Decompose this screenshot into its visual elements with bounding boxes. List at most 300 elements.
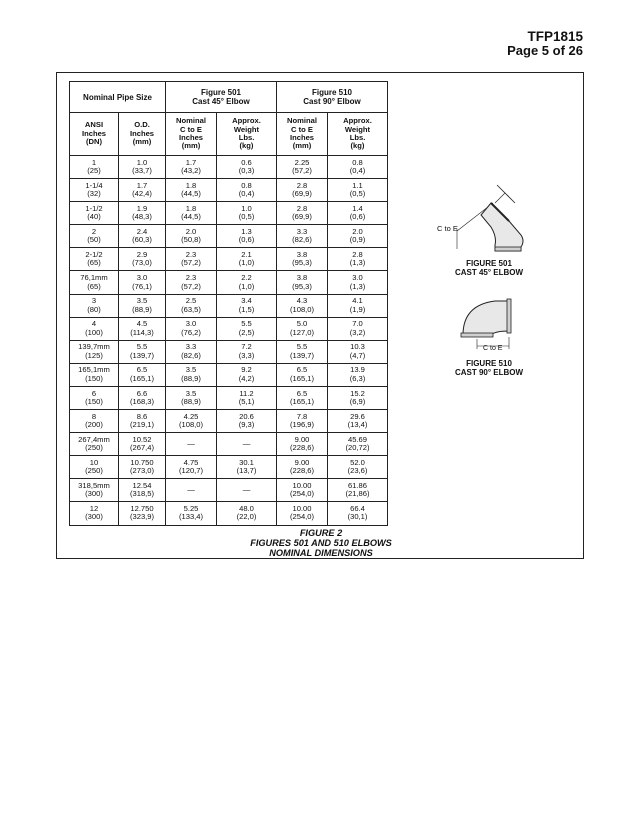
cell-value: 2.2 bbox=[241, 273, 252, 283]
table-row bbox=[70, 456, 388, 479]
cell-value: 15.2 bbox=[350, 388, 365, 398]
cell-metric-value: (95,3) bbox=[292, 258, 312, 268]
cell-metric-value: (125) bbox=[85, 350, 103, 360]
cell-value: 2.0 bbox=[352, 226, 363, 236]
cell-value: 6.5 bbox=[296, 388, 308, 398]
figure-501-caption bbox=[429, 259, 549, 277]
table-cell bbox=[277, 179, 328, 202]
table-row bbox=[70, 156, 388, 179]
column-header-line: Inches bbox=[81, 128, 107, 138]
cell-metric-value: (0,9) bbox=[349, 235, 366, 245]
cell-metric-value: (25) bbox=[87, 166, 101, 176]
column-header-line: Inches bbox=[289, 133, 315, 142]
table-cell bbox=[119, 248, 166, 271]
cell-metric-value: (40) bbox=[87, 212, 101, 222]
cell-value: 10.00 bbox=[292, 504, 312, 514]
cell-value: 3.5 bbox=[136, 296, 148, 306]
table-cell bbox=[70, 202, 119, 225]
table-cell bbox=[217, 271, 277, 294]
table-cell bbox=[70, 410, 119, 433]
cell-value: 267,4mm bbox=[78, 434, 110, 444]
cell-metric-value: (3,3) bbox=[238, 350, 255, 360]
table-cell bbox=[70, 340, 119, 363]
table-cell bbox=[217, 479, 277, 502]
table-cell bbox=[328, 271, 388, 294]
cell-metric-value: (22,0) bbox=[236, 512, 257, 522]
table-cell bbox=[328, 248, 388, 271]
table-cell bbox=[217, 156, 277, 179]
column-header-line: Inches bbox=[129, 128, 155, 138]
cell-value: — bbox=[242, 485, 251, 495]
cell-metric-value: (69,9) bbox=[292, 189, 312, 199]
cell-metric-value: (43,2) bbox=[181, 166, 201, 176]
cell-value: 3 bbox=[91, 296, 97, 306]
table-cell bbox=[166, 410, 217, 433]
table-cell bbox=[328, 317, 388, 340]
cell-value: 45.69 bbox=[347, 434, 367, 444]
table-cell bbox=[70, 271, 119, 294]
cell-metric-value: (50,8) bbox=[181, 235, 201, 245]
figure-caption-line: FIGURE 2 bbox=[299, 528, 343, 538]
cell-metric-value: (57,2) bbox=[181, 258, 201, 268]
cell-metric-value: (60,3) bbox=[132, 235, 152, 245]
column-header-line: C to E bbox=[291, 124, 313, 134]
page-header bbox=[507, 30, 583, 58]
cell-value: 1.7 bbox=[185, 157, 197, 167]
table-cell bbox=[119, 433, 166, 456]
table-cell bbox=[277, 271, 328, 294]
cell-value: 3.0 bbox=[185, 319, 197, 329]
table-cell bbox=[217, 410, 277, 433]
table-cell bbox=[119, 386, 166, 409]
table-row bbox=[70, 248, 388, 271]
cell-metric-value: (1,3) bbox=[349, 258, 366, 268]
table-row bbox=[70, 271, 388, 294]
cell-metric-value: (254,0) bbox=[289, 512, 315, 522]
cell-value: 318,5mm bbox=[78, 480, 110, 490]
cell-metric-value: (42,4) bbox=[132, 189, 152, 199]
column-header-line: Weight bbox=[344, 124, 371, 134]
column-header-line: C to E bbox=[180, 124, 202, 134]
cell-value: 1.4 bbox=[352, 203, 363, 213]
cell-metric-value: (82,6) bbox=[292, 235, 312, 245]
table-cell bbox=[119, 410, 166, 433]
cell-metric-value: (219,1) bbox=[129, 420, 155, 430]
cell-value: 7.8 bbox=[296, 411, 308, 421]
table-cell bbox=[217, 363, 277, 386]
table-cell bbox=[70, 179, 119, 202]
cell-metric-value: (57,2) bbox=[292, 166, 312, 176]
cell-metric-value: (76,2) bbox=[181, 327, 201, 337]
cell-metric-value: (250) bbox=[85, 466, 103, 476]
cell-value: 6 bbox=[91, 388, 97, 398]
table-cell bbox=[119, 202, 166, 225]
cell-value: 10.750 bbox=[130, 457, 154, 467]
cell-value: 4 bbox=[91, 319, 97, 329]
cell-metric-value: (150) bbox=[85, 373, 103, 383]
cell-metric-value: (95,3) bbox=[292, 281, 312, 291]
cell-value: 2-1/2 bbox=[85, 250, 103, 260]
cell-value: 7.2 bbox=[241, 342, 252, 352]
cell-value: 139,7mm bbox=[78, 342, 110, 352]
cell-value: 5.5 bbox=[241, 319, 252, 329]
cell-value: 0.6 bbox=[241, 157, 252, 167]
table-cell bbox=[70, 363, 119, 386]
table-cell bbox=[119, 225, 166, 248]
table-cell bbox=[217, 502, 277, 525]
cell-metric-value: (250) bbox=[85, 443, 103, 453]
cell-metric-value: (133,4) bbox=[178, 512, 204, 522]
figure-caption-line: FIGURES 501 AND 510 ELBOWS bbox=[250, 538, 392, 548]
cell-value: 165,1mm bbox=[78, 365, 110, 375]
table-cell bbox=[166, 433, 217, 456]
table-row bbox=[70, 294, 388, 317]
table-cell bbox=[277, 386, 328, 409]
cell-value: 2.1 bbox=[241, 250, 252, 260]
cell-value: — bbox=[187, 438, 195, 448]
cell-metric-value: (108,0) bbox=[178, 420, 204, 430]
document-id: TFP1815 bbox=[527, 29, 583, 44]
figure-510-dim-label: C to E bbox=[483, 345, 503, 351]
cell-metric-value: (30,1) bbox=[347, 512, 368, 522]
table-cell bbox=[217, 248, 277, 271]
cell-metric-value: (120,7) bbox=[178, 466, 204, 476]
table-cell bbox=[70, 248, 119, 271]
cell-metric-value: (13,4) bbox=[347, 420, 368, 430]
figure-501-caption-line: CAST 45° ELBOW bbox=[454, 268, 524, 277]
cell-metric-value: (273,0) bbox=[129, 466, 155, 476]
cell-metric-value: (168,3) bbox=[129, 396, 155, 406]
column-header-line: Weight bbox=[233, 124, 260, 134]
cell-metric-value: (44,5) bbox=[181, 212, 201, 222]
table-row bbox=[70, 433, 388, 456]
cell-value: 1.7 bbox=[136, 180, 148, 190]
cell-value: 10.3 bbox=[350, 342, 365, 352]
cell-metric-value: (0,5) bbox=[349, 189, 366, 199]
cell-metric-value: (3,2) bbox=[349, 327, 366, 337]
cell-metric-value: (1,5) bbox=[238, 304, 255, 314]
figure-caption-line: NOMINAL DIMENSIONS bbox=[269, 548, 373, 558]
table-row bbox=[70, 340, 388, 363]
cell-metric-value: (0,6) bbox=[238, 235, 255, 245]
column-header-line: (mm) bbox=[292, 141, 312, 151]
cell-value: 4.25 bbox=[183, 411, 199, 421]
figure-510-header-line: Cast 90° Elbow bbox=[303, 97, 361, 106]
column-header-line: Inches bbox=[178, 133, 204, 142]
table-cell bbox=[166, 456, 217, 479]
cell-value: 12 bbox=[89, 504, 99, 514]
table-row bbox=[70, 317, 388, 340]
cell-metric-value: (267,4) bbox=[129, 443, 155, 453]
column-header bbox=[277, 113, 328, 156]
table-cell bbox=[119, 317, 166, 340]
cell-value: 2.4 bbox=[136, 226, 148, 236]
cell-value: 1.0 bbox=[241, 203, 252, 213]
cell-value: 9.00 bbox=[294, 457, 310, 467]
table-cell bbox=[328, 410, 388, 433]
cell-metric-value: (228,6) bbox=[289, 466, 315, 476]
cell-metric-value: (254,0) bbox=[289, 489, 315, 499]
cell-metric-value: (80) bbox=[87, 304, 101, 314]
table-cell bbox=[119, 456, 166, 479]
table-cell bbox=[328, 156, 388, 179]
cell-value: 48.0 bbox=[239, 504, 254, 514]
column-header bbox=[70, 113, 119, 156]
cell-value: 2 bbox=[91, 226, 97, 236]
table-cell bbox=[70, 502, 119, 525]
cell-metric-value: (69,9) bbox=[292, 212, 312, 222]
table-cell bbox=[166, 271, 217, 294]
cell-value: 12.54 bbox=[132, 480, 152, 490]
table-cell bbox=[70, 294, 119, 317]
table-cell bbox=[119, 294, 166, 317]
table-cell bbox=[277, 248, 328, 271]
column-header-line: Approx. bbox=[232, 116, 261, 126]
table-cell bbox=[70, 225, 119, 248]
figure-501-drawing bbox=[435, 181, 545, 261]
table-cell bbox=[277, 479, 328, 502]
table-cell bbox=[70, 433, 119, 456]
cell-value: 5.5 bbox=[136, 342, 148, 352]
cell-value: 0.8 bbox=[241, 180, 252, 190]
cell-value: 2.0 bbox=[185, 226, 197, 236]
cell-value: 2.3 bbox=[185, 273, 197, 283]
column-header-line: Lbs. bbox=[349, 133, 366, 142]
figure-501-caption-line: FIGURE 501 bbox=[466, 259, 512, 268]
cell-value: 2.8 bbox=[296, 180, 308, 190]
table-cell bbox=[277, 502, 328, 525]
cell-value: 1.0 bbox=[136, 157, 148, 167]
table-row bbox=[70, 179, 388, 202]
cell-value: 7.0 bbox=[352, 319, 363, 329]
table-cell bbox=[328, 363, 388, 386]
table-cell bbox=[328, 179, 388, 202]
cell-value: 4.5 bbox=[136, 319, 148, 329]
figure-501-header-line: Figure 501 bbox=[200, 88, 241, 97]
cell-metric-value: (73,0) bbox=[132, 258, 152, 268]
cell-metric-value: (9,3) bbox=[238, 420, 255, 430]
table-cell bbox=[217, 386, 277, 409]
cell-value: 3.0 bbox=[136, 273, 148, 283]
table-cell bbox=[328, 502, 388, 525]
figure-caption bbox=[57, 528, 585, 558]
cell-value: 3.8 bbox=[296, 250, 308, 260]
table-cell bbox=[166, 386, 217, 409]
table-cell bbox=[119, 340, 166, 363]
table-cell bbox=[217, 317, 277, 340]
cell-metric-value: (150) bbox=[85, 396, 103, 406]
table-cell bbox=[277, 225, 328, 248]
table-cell bbox=[166, 294, 217, 317]
table-cell bbox=[277, 156, 328, 179]
table-cell bbox=[277, 317, 328, 340]
table-cell bbox=[277, 340, 328, 363]
cell-value: 2.8 bbox=[352, 250, 363, 260]
cell-metric-value: (165,1) bbox=[129, 373, 155, 383]
cell-metric-value: (88,9) bbox=[181, 373, 201, 383]
column-header-line: (DN) bbox=[85, 137, 103, 147]
cell-metric-value: (196,9) bbox=[289, 420, 315, 430]
figure-501-dim-label: C to E bbox=[437, 224, 458, 233]
cell-value: 3.5 bbox=[185, 365, 197, 375]
cell-value: 6.6 bbox=[136, 388, 148, 398]
column-header-line: (mm) bbox=[132, 137, 152, 147]
cell-metric-value: (0,3) bbox=[238, 166, 255, 176]
column-header-line: O.D. bbox=[134, 120, 150, 130]
table-cell bbox=[166, 202, 217, 225]
nominal-pipe-size-header: Nominal Pipe Size bbox=[70, 82, 166, 113]
cell-metric-value: (4,2) bbox=[238, 373, 255, 383]
cell-metric-value: (1,9) bbox=[349, 304, 366, 314]
table-cell bbox=[217, 179, 277, 202]
table-cell bbox=[119, 271, 166, 294]
table-cell bbox=[70, 156, 119, 179]
cell-value: 1.8 bbox=[185, 203, 197, 213]
cell-value: 29.6 bbox=[350, 411, 365, 421]
table-cell bbox=[166, 248, 217, 271]
cell-metric-value: (165,1) bbox=[289, 396, 315, 406]
cell-metric-value: (33,7) bbox=[132, 166, 152, 176]
table-cell bbox=[328, 294, 388, 317]
cell-value: 13.9 bbox=[350, 365, 365, 375]
cell-metric-value: (2,5) bbox=[238, 327, 255, 337]
cell-value: 11.2 bbox=[239, 388, 254, 398]
cell-value: — bbox=[242, 438, 251, 448]
cell-value: 3.5 bbox=[185, 388, 197, 398]
table-row bbox=[70, 363, 388, 386]
cell-metric-value: (13,7) bbox=[236, 466, 257, 476]
table-cell bbox=[328, 479, 388, 502]
cell-value: 3.4 bbox=[241, 296, 252, 306]
cell-value: 4.75 bbox=[183, 457, 199, 467]
figure-510-drawing bbox=[455, 291, 535, 351]
cell-value: 2.9 bbox=[136, 250, 148, 260]
cell-value: 3.0 bbox=[352, 273, 363, 283]
cell-metric-value: (57,2) bbox=[181, 281, 201, 291]
cell-metric-value: (139,7) bbox=[129, 350, 155, 360]
table-cell bbox=[328, 433, 388, 456]
cell-value: 1-1/2 bbox=[85, 203, 103, 213]
cell-metric-value: (1,0) bbox=[238, 258, 255, 268]
cell-value: 2.25 bbox=[294, 157, 310, 167]
cell-value: 12.750 bbox=[130, 504, 154, 514]
cell-metric-value: (200) bbox=[85, 420, 103, 430]
cell-metric-value: (100) bbox=[85, 327, 103, 337]
cell-value: 61.86 bbox=[347, 480, 367, 490]
table-row bbox=[70, 479, 388, 502]
table-cell bbox=[119, 502, 166, 525]
dimensions-table bbox=[69, 81, 388, 526]
cell-metric-value: (63,5) bbox=[181, 304, 201, 314]
cell-metric-value: (23,6) bbox=[347, 466, 368, 476]
cell-metric-value: (0,4) bbox=[349, 166, 366, 176]
cell-metric-value: (88,9) bbox=[181, 396, 201, 406]
table-cell bbox=[166, 340, 217, 363]
cell-metric-value: (5,1) bbox=[238, 396, 255, 406]
cell-value: 0.8 bbox=[352, 157, 363, 167]
table-cell bbox=[119, 156, 166, 179]
column-header-line: Approx. bbox=[343, 116, 372, 126]
table-cell bbox=[70, 479, 119, 502]
column-header bbox=[217, 113, 277, 156]
figure-501-header bbox=[166, 82, 277, 113]
table-cell bbox=[277, 433, 328, 456]
cell-metric-value: (228,6) bbox=[289, 443, 315, 453]
cell-value: 2.5 bbox=[185, 296, 197, 306]
cell-metric-value: (1,0) bbox=[238, 281, 255, 291]
cell-value: 20.6 bbox=[239, 411, 254, 421]
cell-metric-value: (0,6) bbox=[349, 212, 366, 222]
cell-metric-value: (65) bbox=[87, 281, 101, 291]
cell-metric-value: (88,9) bbox=[132, 304, 152, 314]
table-row bbox=[70, 202, 388, 225]
table-cell bbox=[217, 202, 277, 225]
cell-metric-value: (300) bbox=[85, 512, 103, 522]
table-cell bbox=[166, 363, 217, 386]
cell-value: 52.0 bbox=[350, 457, 365, 467]
column-header-line: Lbs. bbox=[238, 133, 255, 142]
cell-value: 1.1 bbox=[352, 180, 363, 190]
table-cell bbox=[217, 225, 277, 248]
table-cell bbox=[277, 294, 328, 317]
table-cell bbox=[277, 410, 328, 433]
cell-value: — bbox=[187, 485, 195, 495]
column-header-line: Nominal bbox=[176, 116, 206, 126]
table-cell bbox=[277, 456, 328, 479]
page-number: Page 5 of 26 bbox=[507, 43, 583, 58]
table-cell bbox=[119, 179, 166, 202]
figure-510-caption bbox=[429, 359, 549, 377]
cell-metric-value: (6,3) bbox=[349, 373, 366, 383]
cell-value: 4.3 bbox=[296, 296, 308, 306]
cell-metric-value: (139,7) bbox=[289, 350, 315, 360]
figure-501-header-line: Cast 45° Elbow bbox=[192, 97, 250, 106]
table-cell bbox=[328, 340, 388, 363]
cell-metric-value: (323,9) bbox=[129, 512, 155, 522]
figure-510-header bbox=[277, 82, 388, 113]
table-cell bbox=[328, 202, 388, 225]
table-cell bbox=[277, 363, 328, 386]
cell-value: 1-1/4 bbox=[85, 180, 103, 190]
table-cell bbox=[119, 479, 166, 502]
table-cell bbox=[70, 317, 119, 340]
cell-value: 9.2 bbox=[241, 365, 252, 375]
cell-value: 8.6 bbox=[136, 411, 148, 421]
column-header bbox=[119, 113, 166, 156]
cell-value: 1.8 bbox=[185, 180, 197, 190]
table-cell bbox=[217, 433, 277, 456]
figure-510-caption-line: FIGURE 510 bbox=[466, 359, 512, 368]
cell-value: 5.25 bbox=[183, 504, 199, 514]
table-cell bbox=[166, 479, 217, 502]
column-header bbox=[328, 113, 388, 156]
figure-frame bbox=[56, 72, 584, 559]
cell-value: 2.3 bbox=[185, 250, 197, 260]
cell-metric-value: (108,0) bbox=[289, 304, 315, 314]
table-cell bbox=[328, 386, 388, 409]
cell-value: 10 bbox=[89, 457, 99, 467]
cell-metric-value: (32) bbox=[87, 189, 101, 199]
table-cell bbox=[277, 202, 328, 225]
cell-value: 9.00 bbox=[294, 434, 310, 444]
table-row bbox=[70, 410, 388, 433]
cell-value: 10.52 bbox=[132, 434, 152, 444]
cell-metric-value: (4,7) bbox=[349, 350, 366, 360]
cell-metric-value: (21,86) bbox=[345, 489, 370, 499]
cell-metric-value: (6,9) bbox=[349, 396, 366, 406]
cell-metric-value: (1,3) bbox=[349, 281, 366, 291]
table-cell bbox=[328, 225, 388, 248]
